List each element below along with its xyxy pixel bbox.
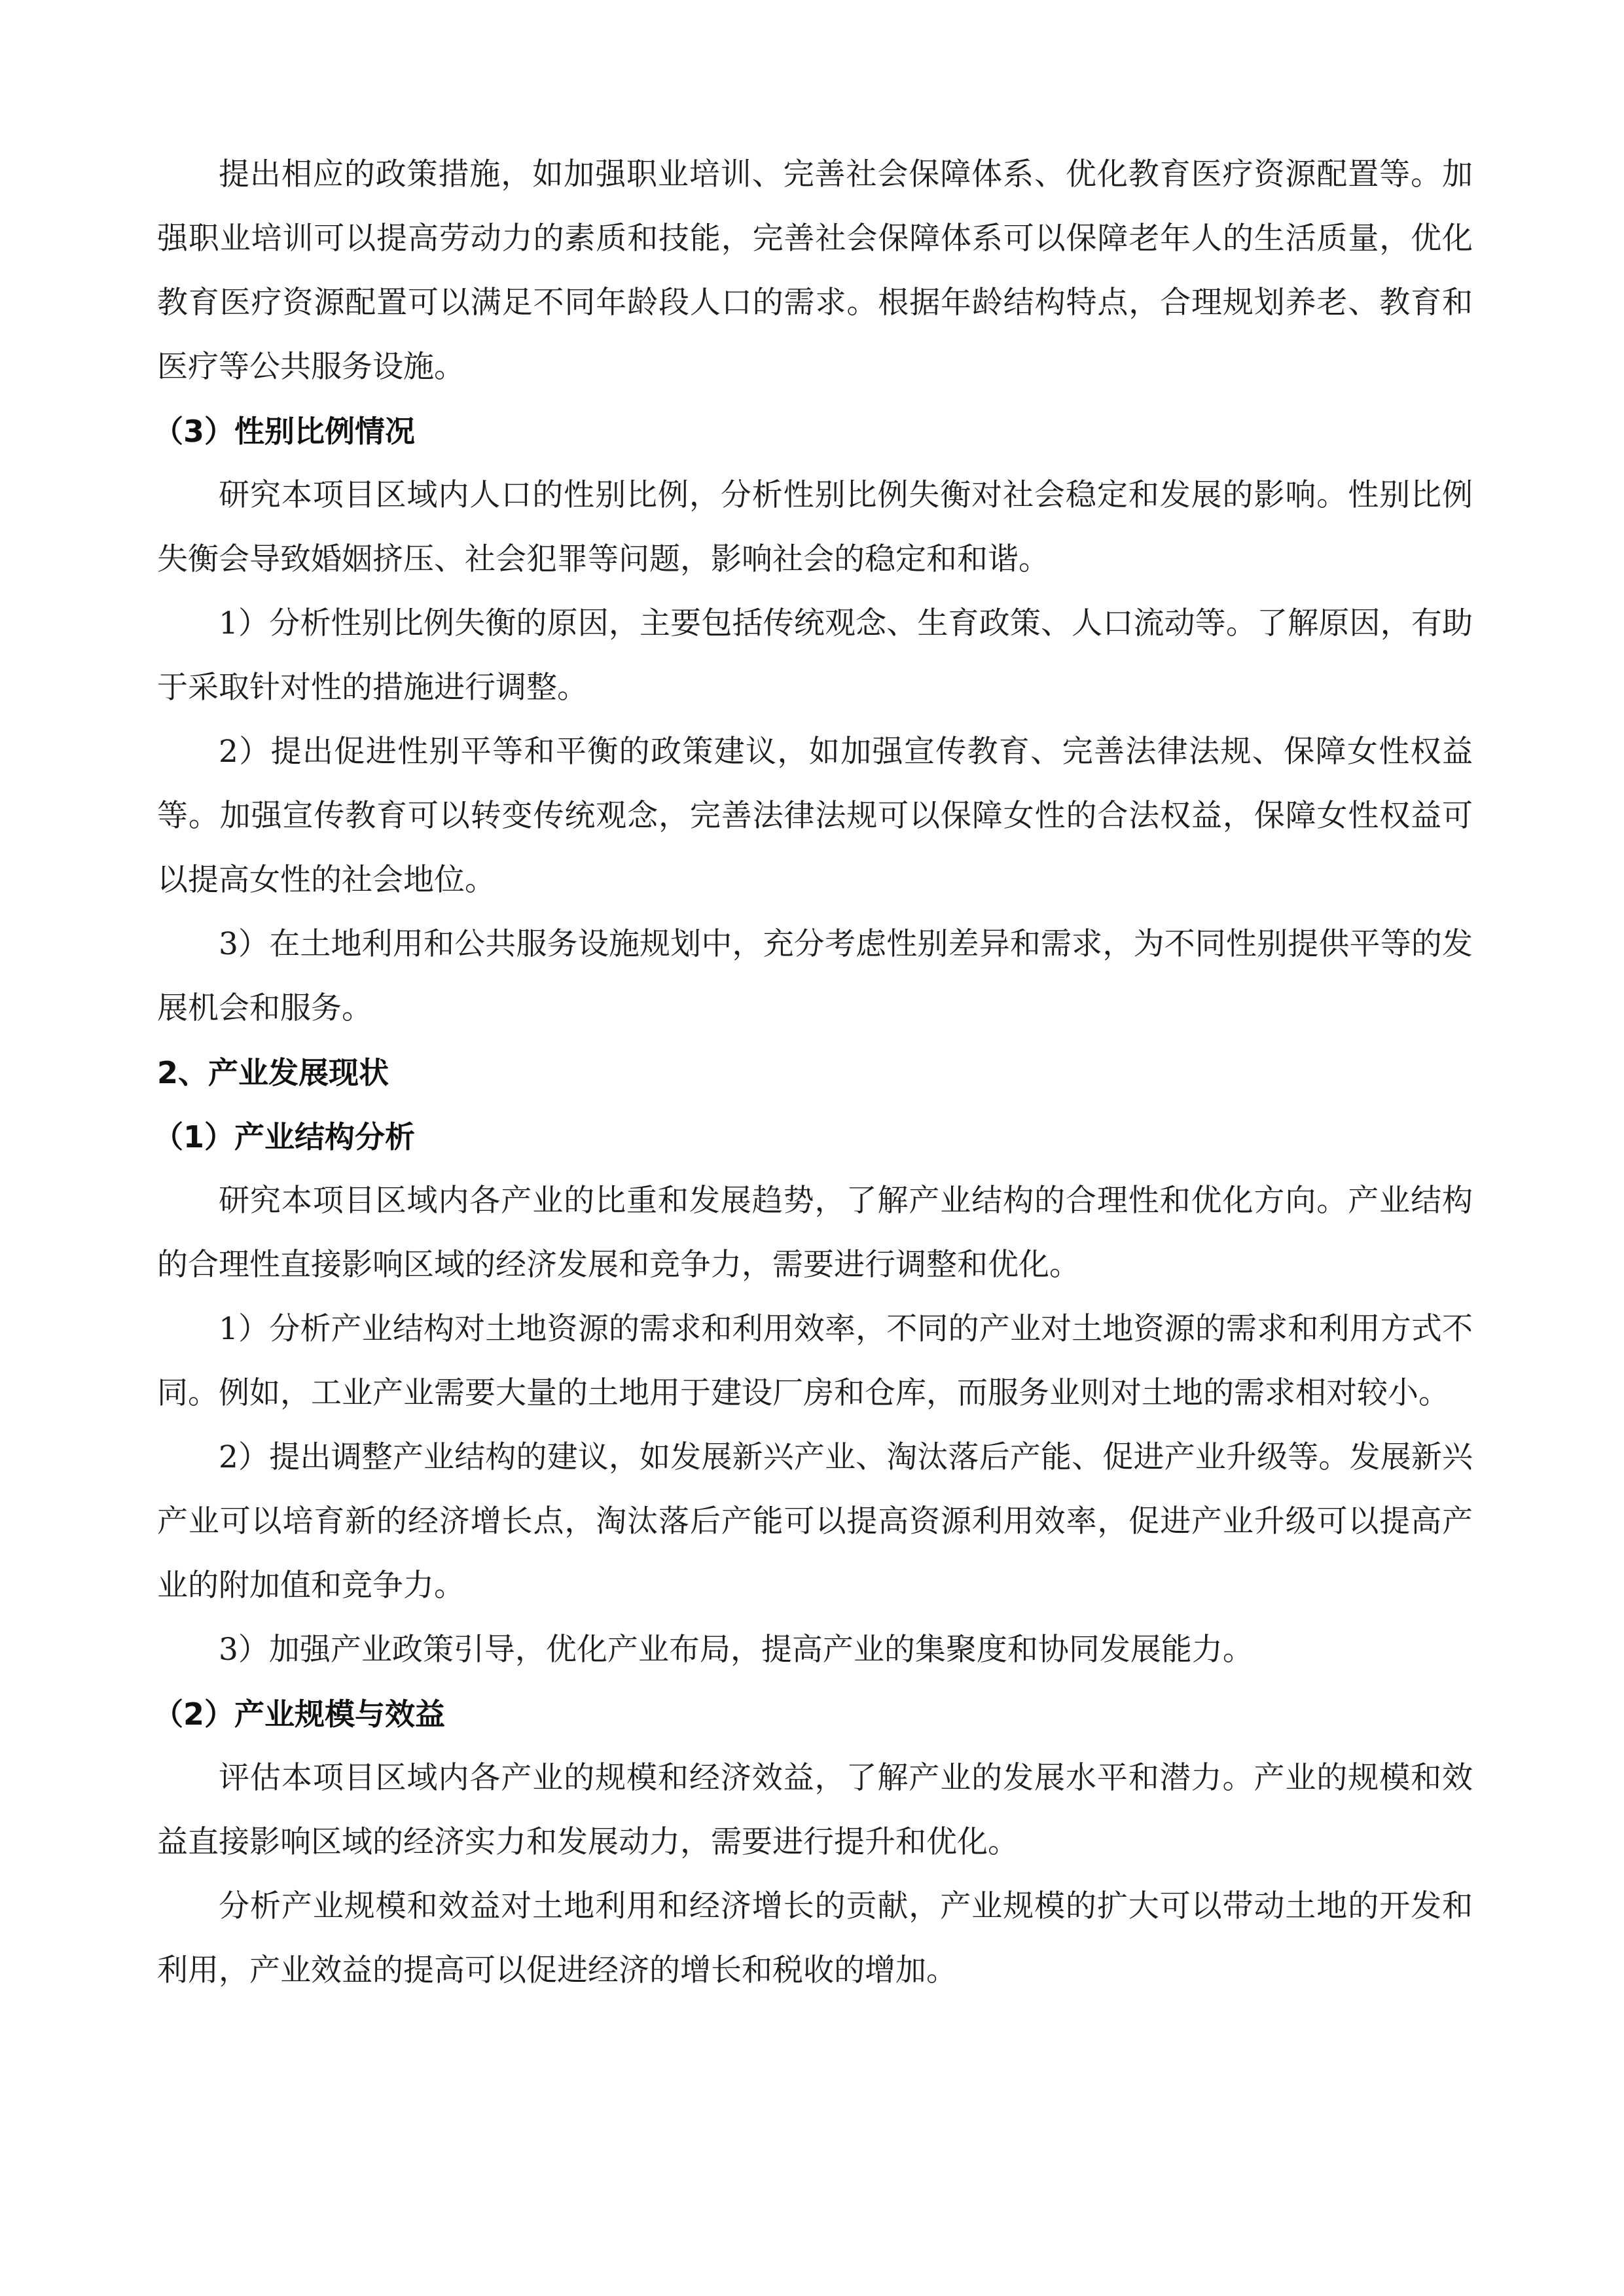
heading-industry-status: 2、产业发展现状 [157,1055,389,1090]
paragraph-industry-item-1: 1）分析产业结构对土地资源的需求和利用效率，不同的产业对土地资源的需求和利用方式不同。例如，工业产业需要大量的土地用于建设厂房和仓库，而服务业则对土地的需求相对较小。 [157,1311,1473,1411]
heading-industry-structure: （1）产业结构分析 [153,1119,416,1155]
paragraph-gender-item-3: 3）在土地利用和公共服务设施规划中，充分考虑性别差异和需求，为不同性别提供平等的发展机会和服务。 [157,926,1473,1026]
heading-industry-scale: （2）产业规模与效益 [153,1696,446,1732]
paragraph-industry-item-2: 2）提出调整产业结构的建议，如发展新兴产业、淘汰落后产能、促进产业升级等。发展新兴产业可以培育新的经济增长点，淘汰落后产能可以提高资源利用效率，促进产业升级可以提高产业的附加值和竞争力。 [157,1439,1473,1604]
paragraph-gender-ratio-study: 研究本项目区域内人口的性别比例，分析性别比例失衡对社会稳定和发展的影响。性别比例失衡会导致婚姻挤压、社会犯罪等问题，影响社会的稳定和和谐。 [157,477,1473,577]
paragraph-industry-item-3: 3）加强产业政策引导，优化产业布局，提高产业的集聚度和协同发展能力。 [219,1632,1254,1668]
document-body [153,143,1473,2003]
paragraph-industry-scale-contribution: 分析产业规模和效益对土地利用和经济增长的贡献，产业规模的扩大可以带动土地的开发和利用，产业效益的提高可以促进经济的增长和税收的增加。 [157,1888,1473,1988]
heading-gender-ratio: （3）性别比例情况 [153,414,416,449]
paragraph-industry-scale-study: 评估本项目区域内各产业的规模和经济效益，了解产业的发展水平和潜力。产业的规模和效益直接影响区域的经济实力和发展动力，需要进行提升和优化。 [157,1760,1473,1860]
paragraph-gender-item-1: 1）分析性别比例失衡的原因，主要包括传统观念、生育政策、人口流动等。了解原因，有助于采取针对性的措施进行调整。 [157,605,1473,706]
paragraph-industry-structure-study: 研究本项目区域内各产业的比重和发展趋势，了解产业结构的合理性和优化方向。产业结构的合理性直接影响区域的经济发展和竞争力，需要进行调整和优化。 [157,1183,1473,1283]
paragraph-policy-measures: 提出相应的政策措施，如加强职业培训、完善社会保障体系、优化教育医疗资源配置等。加强职业培训可以提高劳动力的素质和技能，完善社会保障体系可以保障老年人的生活质量，优化教育医疗资源配置可以满足不同年龄段人口的需求。根据年龄结构特点，合理规划养老、教育和医疗等公共服务设施。 [157,156,1473,385]
paragraph-gender-item-2: 2）提出促进性别平等和平衡的政策建议，如加强宣传教育、完善法律法规、保障女性权益等。加强宣传教育可以转变传统观念，完善法律法规可以保障女性的合法权益，保障女性权益可以提高女性的社会地位。 [157,734,1473,898]
